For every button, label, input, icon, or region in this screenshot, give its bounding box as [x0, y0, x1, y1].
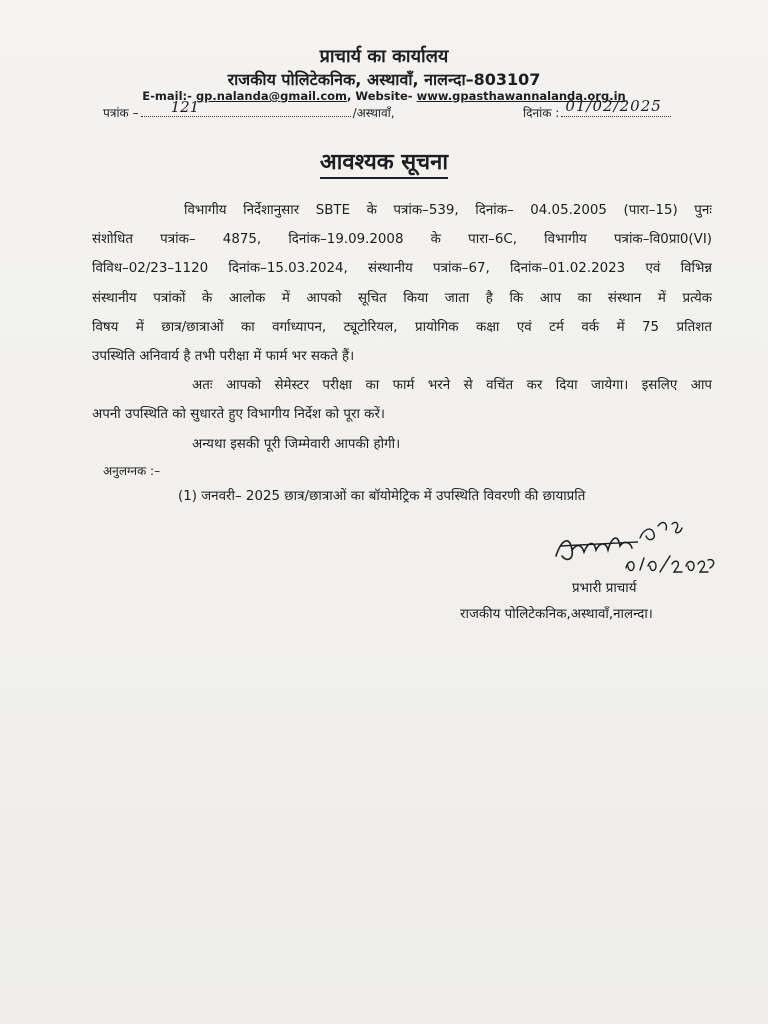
body-line: अपनी उपस्थिति को सुधारते हुए विभागीय निर्देश को पूरा करें।	[92, 407, 386, 423]
email-link[interactable]: gp.nalanda@gmail.com	[195, 89, 348, 103]
office-heading: प्राचार्य का कार्यालय	[319, 46, 449, 67]
body-line: संशोधित पत्रांक– 4875, दिनांक–19.09.2008 के पारा–6C, विभागीय पत्रांक–वि0प्रा0(VI)	[92, 232, 712, 248]
body-line: अन्यथा इसकी पूरी जिम्मेवारी आपकी होगी।	[192, 436, 401, 452]
website-link[interactable]: www.gpasthawannalanda.org.in	[416, 89, 626, 103]
body-line: अतः आपको सेमेस्टर परीक्षा का फार्म भरने से वचिंत कर दिया जायेगा। इसलिए आप	[192, 378, 712, 394]
website-label: , Website-	[347, 89, 413, 103]
institution-heading: राजकीय पोलिटेकनिक, अस्थावाँ, नालन्दा–803107	[227, 70, 541, 89]
notice-body	[92, 196, 712, 459]
signatory-institution: राजकीय पोलिटेकनिक,अस्थावाँ,नालन्दा।	[460, 607, 653, 622]
email-label: E-mail:-	[142, 89, 192, 103]
notice-title	[0, 146, 768, 176]
place-text: /अस्थावाँ,	[352, 106, 395, 120]
body-line: संस्थानीय पत्रांकों के आलोक में आपको सूचित किया जाता है कि आप का संस्थान में प्रत्येक	[92, 290, 712, 306]
body-line: उपस्थिति अनिवार्य है तभी परीक्षा में फार्म भर सकते हैं।	[92, 349, 355, 365]
enclosure-item: (1) जनवरी– 2025 छात्र/छात्राओं का बॉयोमेट्रिक में उपस्थिति विवरणी की छायाप्रति	[178, 489, 586, 504]
patrank-field	[141, 98, 351, 117]
date-field	[561, 97, 671, 117]
patrank-value: 121	[170, 98, 200, 116]
body-line: विभागीय निर्देशानुसार SBTE के पत्रांक–539, दिनांक– 04.05.2005 (पारा–15) पुनः	[184, 203, 712, 218]
body-line: विषय में छात्र/छात्राओं का वर्गाध्यापन, ट्यूटोरियल, प्रायोगिक कक्षा एवं टर्म वर्क में 75 प्रतिशत	[92, 319, 712, 335]
patrank-label: पत्रांक –	[103, 106, 139, 120]
signatory-role: प्रभारी प्राचार्य	[572, 581, 637, 596]
body-line: विविध–02/23–1120 दिनांक–15.03.2024, संस्थानीय पत्रांक–67, दिनांक–01.02.2023 एवं विभिन्न	[92, 261, 712, 277]
date-value: 01/02/2025	[565, 97, 662, 115]
date-label: दिनांक :	[523, 106, 560, 120]
handwritten-signature	[548, 516, 718, 578]
notice-title-text: आवश्यक सूचना	[320, 150, 448, 179]
enclosure-label: अनुलग्नक :–	[103, 464, 161, 478]
